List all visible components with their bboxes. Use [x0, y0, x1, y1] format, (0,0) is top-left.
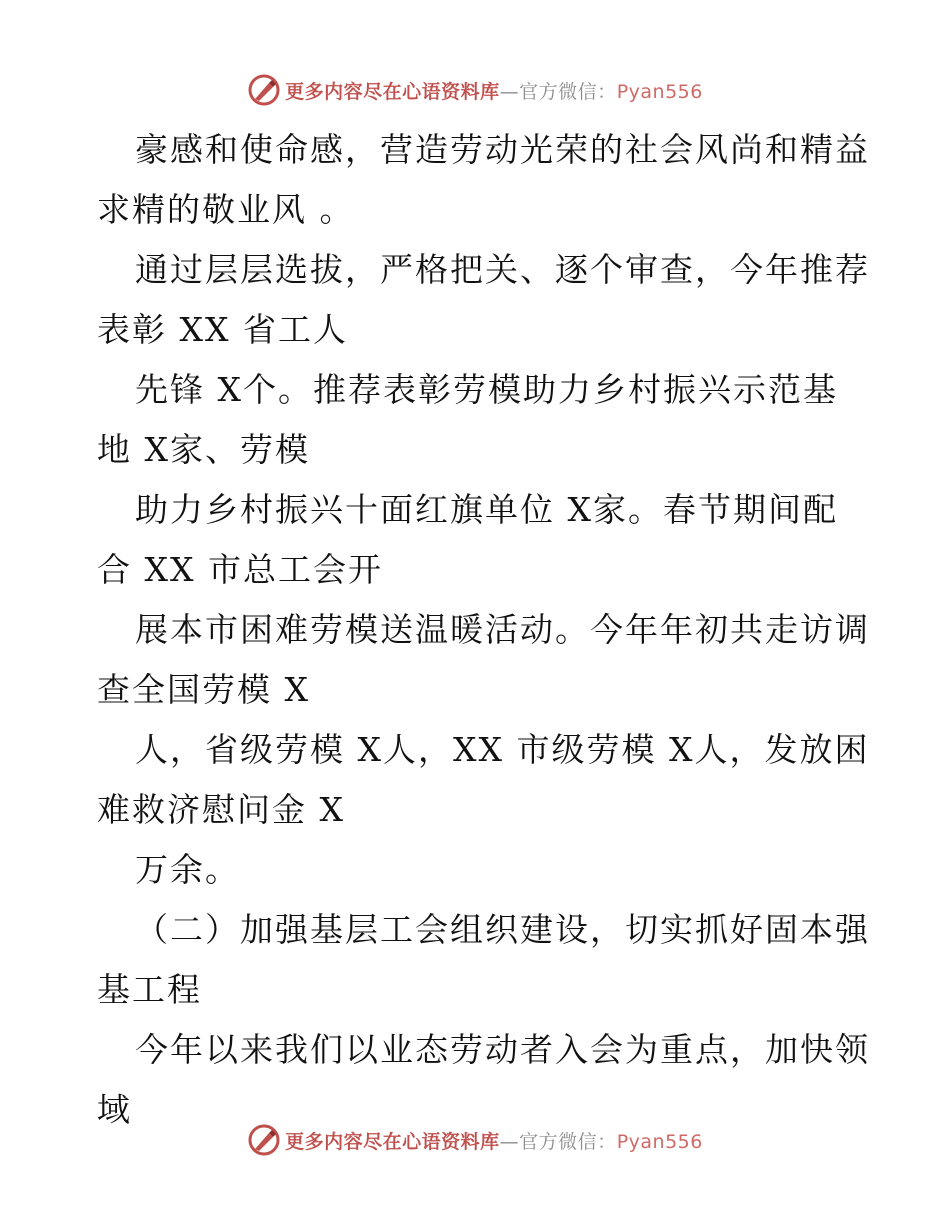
- body-line: 查全国劳模 X: [97, 670, 310, 709]
- body-line: 万余。: [135, 850, 240, 889]
- footer-handle: Pyan556: [616, 1130, 703, 1153]
- header-brand: 更多内容尽在心语资料库: [285, 80, 500, 103]
- body-line: 通过层层选拔，严格把关、逐个审查，今年推荐: [135, 250, 870, 289]
- header-official-label: 官方微信：: [519, 80, 617, 103]
- footer-brand: 更多内容尽在心语资料库: [285, 1130, 500, 1153]
- body-line: 地 X家、劳模: [97, 430, 310, 469]
- section-heading-continuation: 基工程: [97, 970, 202, 1009]
- document-body: [97, 120, 870, 1140]
- body-line: 助力乡村振兴十面红旗单位 X家。春节期间配: [135, 490, 838, 529]
- footer-separator: —: [499, 1130, 520, 1153]
- pen-logo-icon: [247, 1123, 281, 1157]
- pen-logo-icon: [247, 73, 281, 107]
- body-line: 合 XX 市总工会开: [97, 550, 383, 589]
- header-separator: —: [499, 80, 520, 103]
- body-line: 豪感和使命感，营造劳动光荣的社会风尚和精益: [135, 130, 870, 169]
- body-line: 域: [97, 1090, 132, 1129]
- footer-watermark-text: [285, 1127, 703, 1154]
- body-line: 展本市困难劳模送温暖活动。今年年初共走访调: [135, 610, 870, 649]
- body-line: 先锋 X个。推荐表彰劳模助力乡村振兴示范基: [135, 370, 838, 409]
- header-watermark-text: [285, 77, 703, 104]
- header-watermark: [0, 70, 950, 110]
- body-line: 今年以来我们以业态劳动者入会为重点，加快领: [135, 1030, 870, 1069]
- body-line: 表彰 XX 省工人: [97, 310, 348, 349]
- footer-watermark: [0, 1120, 950, 1160]
- body-line: 求精的敬业风 。: [97, 190, 355, 229]
- body-line: 难救济慰问金 X: [97, 790, 345, 829]
- footer-official-label: 官方微信：: [519, 1130, 617, 1153]
- header-handle: Pyan556: [616, 80, 703, 103]
- body-line: 人，省级劳模 X人，XX 市级劳模 X人，发放困: [135, 730, 870, 769]
- section-heading: （二）加强基层工会组织建设，切实抓好固本强: [135, 910, 870, 949]
